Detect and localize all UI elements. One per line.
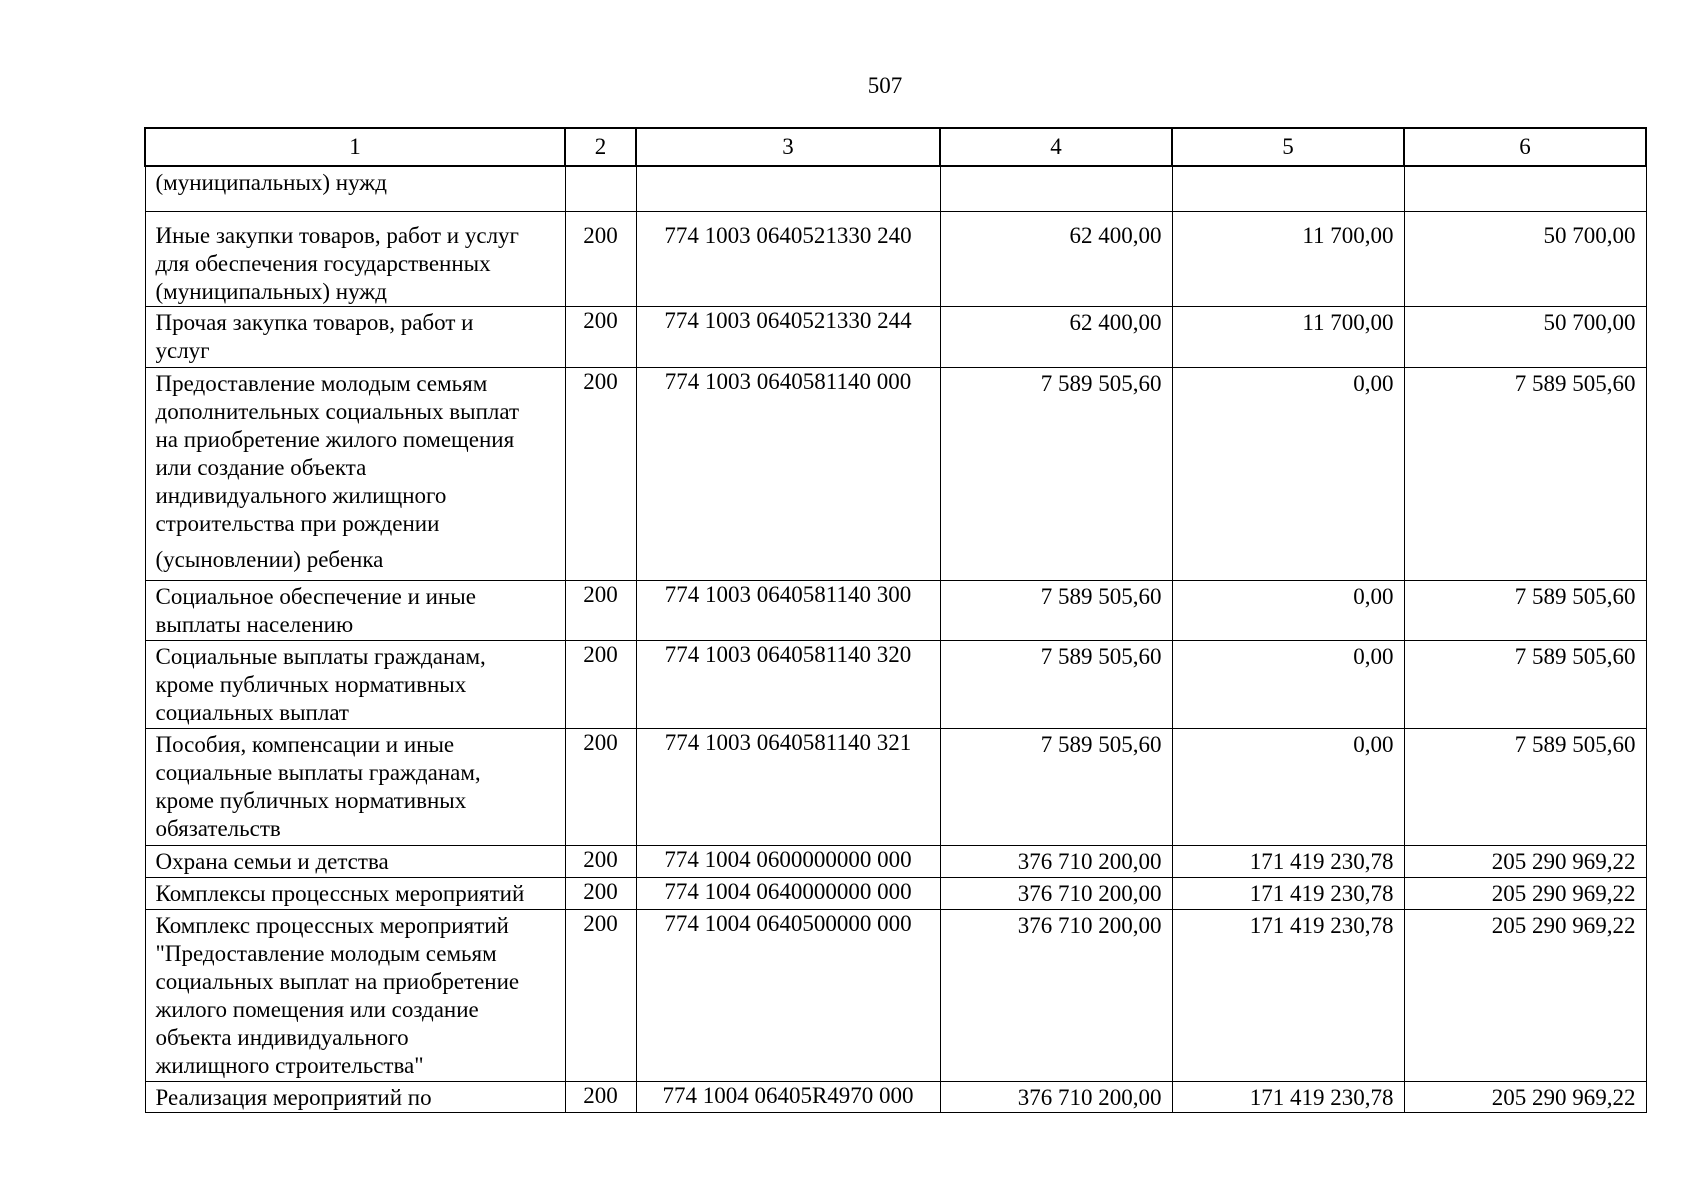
row-name-line: Предоставление молодым семьям	[155, 370, 488, 396]
classification-code-cell: 774 1003 0640521330 240	[636, 211, 940, 306]
row-name-line: обязательств	[155, 815, 281, 841]
code-cell	[565, 166, 636, 211]
row-name-line: Социальное обеспечение и иные	[155, 583, 476, 609]
code-cell: 200	[565, 909, 636, 1081]
code-cell: 200	[565, 877, 636, 909]
row-name-line: (усыновлении) ребенка	[155, 546, 384, 572]
amount-col4-cell: 62 400,00	[940, 211, 1172, 306]
classification-code-cell: 774 1003 0640581140 321	[636, 728, 940, 845]
classification-code-cell: 774 1003 0640521330 244	[636, 306, 940, 367]
row-name-line: (муниципальных) нужд	[155, 170, 387, 195]
amount-col5-cell	[1172, 166, 1404, 211]
classification-code-cell: 774 1003 0640581140 000	[636, 367, 940, 580]
row-name-line: строительства при рождении	[155, 510, 440, 536]
code-cell: 200	[565, 211, 636, 306]
row-name-line: жилищного строительства"	[155, 1052, 424, 1078]
table-row	[145, 580, 1646, 640]
amount-col5-cell: 11 700,00	[1172, 211, 1404, 306]
column-header-3: 3	[636, 128, 940, 166]
row-name-line: "Предоставление молодым семьям	[155, 940, 497, 966]
row-name-line: социальных выплат на приобретение	[155, 968, 520, 994]
amount-col5-cell: 0,00	[1172, 580, 1404, 640]
code-cell: 200	[565, 580, 636, 640]
row-name-line: объекта индивидуального	[155, 1024, 409, 1050]
amount-col5-cell: 171 419 230,78	[1172, 909, 1404, 1081]
amount-col4-cell	[940, 166, 1172, 211]
row-name-cell	[145, 845, 565, 877]
row-name-cell	[145, 580, 565, 640]
amount-col4-cell: 7 589 505,60	[940, 728, 1172, 845]
table-row	[145, 211, 1646, 306]
row-name-line: на приобретение жилого помещения	[155, 426, 515, 452]
classification-code-cell	[636, 166, 940, 211]
classification-code-cell: 774 1004 0640000000 000	[636, 877, 940, 909]
row-name-cell	[145, 306, 565, 367]
table-row	[145, 845, 1646, 877]
page-number: 507	[867, 73, 903, 98]
code-cell: 200	[565, 367, 636, 580]
amount-col4-cell: 376 710 200,00	[940, 1081, 1172, 1112]
table-row	[145, 1081, 1646, 1112]
amount-col4-cell: 7 589 505,60	[940, 367, 1172, 580]
column-header-5: 5	[1172, 128, 1404, 166]
code-cell: 200	[565, 1081, 636, 1112]
row-name-line: услуг	[155, 337, 210, 363]
amount-col6-cell: 205 290 969,22	[1404, 909, 1646, 1081]
column-header-2: 2	[565, 128, 636, 166]
amount-col5-cell: 0,00	[1172, 728, 1404, 845]
amount-col6-cell: 50 700,00	[1404, 211, 1646, 306]
amount-col6-cell: 205 290 969,22	[1404, 845, 1646, 877]
row-name-line: Комплекс процессных мероприятий	[155, 912, 509, 938]
column-header-4: 4	[940, 128, 1172, 166]
classification-code-cell: 774 1003 0640581140 300	[636, 580, 940, 640]
row-name-line: выплаты населению	[155, 611, 354, 637]
classification-code-cell: 774 1004 0600000000 000	[636, 845, 940, 877]
row-name-line: индивидуального жилищного	[155, 482, 447, 508]
row-name-line: Комплексы процессных мероприятий	[155, 880, 525, 906]
row-name-line: Пособия, компенсации и иные	[155, 731, 455, 757]
amount-col6-cell: 7 589 505,60	[1404, 728, 1646, 845]
row-name-line: Охрана семьи и детства	[155, 848, 389, 874]
row-name-cell	[145, 166, 565, 211]
row-name-line: Прочая закупка товаров, работ и	[155, 309, 474, 335]
row-name-line: (муниципальных) нужд	[155, 278, 387, 304]
column-header-6: 6	[1404, 128, 1646, 166]
amount-col6-cell	[1404, 166, 1646, 211]
row-name-cell	[145, 1081, 565, 1112]
table-row	[145, 728, 1646, 845]
table-header-row	[145, 128, 1646, 166]
amount-col5-cell: 171 419 230,78	[1172, 845, 1404, 877]
amount-col6-cell: 7 589 505,60	[1404, 580, 1646, 640]
amount-col5-cell: 11 700,00	[1172, 306, 1404, 367]
code-cell: 200	[565, 640, 636, 728]
row-name-line: кроме публичных нормативных	[155, 671, 467, 697]
code-cell: 200	[565, 728, 636, 845]
amount-col4-cell: 62 400,00	[940, 306, 1172, 367]
classification-code-cell: 774 1004 0640500000 000	[636, 909, 940, 1081]
budget-table	[144, 127, 1647, 1113]
classification-code-cell: 774 1003 0640581140 320	[636, 640, 940, 728]
column-header-1: 1	[145, 128, 565, 166]
row-name-line: жилого помещения или создание	[155, 996, 479, 1022]
amount-col5-cell: 0,00	[1172, 640, 1404, 728]
table-row	[145, 909, 1646, 1081]
amount-col6-cell: 205 290 969,22	[1404, 877, 1646, 909]
row-name-line: для обеспечения государственных	[155, 250, 491, 276]
row-name-cell	[145, 367, 565, 580]
table-row	[145, 166, 1646, 211]
row-name-line: социальных выплат	[155, 699, 349, 725]
row-name-line: кроме публичных нормативных	[155, 787, 467, 813]
amount-col4-cell: 376 710 200,00	[940, 909, 1172, 1081]
amount-col6-cell: 205 290 969,22	[1404, 1081, 1646, 1112]
amount-col5-cell: 171 419 230,78	[1172, 877, 1404, 909]
row-name-cell	[145, 211, 565, 306]
row-name-cell	[145, 640, 565, 728]
table-row	[145, 367, 1646, 580]
row-name-line: дополнительных социальных выплат	[155, 398, 520, 424]
amount-col6-cell: 7 589 505,60	[1404, 367, 1646, 580]
amount-col4-cell: 7 589 505,60	[940, 580, 1172, 640]
row-name-line: Реализация мероприятий по	[155, 1084, 432, 1110]
code-cell: 200	[565, 845, 636, 877]
row-name-cell	[145, 909, 565, 1081]
amount-col4-cell: 376 710 200,00	[940, 845, 1172, 877]
classification-code-cell: 774 1004 06405R4970 000	[636, 1081, 940, 1112]
code-cell: 200	[565, 306, 636, 367]
amount-col5-cell: 0,00	[1172, 367, 1404, 580]
row-name-line: или создание объекта	[155, 454, 367, 480]
amount-col4-cell: 376 710 200,00	[940, 877, 1172, 909]
row-name-cell	[145, 877, 565, 909]
row-name-line: Иные закупки товаров, работ и услуг	[155, 222, 519, 248]
amount-col6-cell: 50 700,00	[1404, 306, 1646, 367]
amount-col4-cell: 7 589 505,60	[940, 640, 1172, 728]
table-row	[145, 640, 1646, 728]
table-row	[145, 306, 1646, 367]
table-row	[145, 877, 1646, 909]
row-name-line: Социальные выплаты гражданам,	[155, 643, 486, 669]
row-name-line: социальные выплаты гражданам,	[155, 759, 481, 785]
amount-col5-cell: 171 419 230,78	[1172, 1081, 1404, 1112]
row-name-cell	[145, 728, 565, 845]
amount-col6-cell: 7 589 505,60	[1404, 640, 1646, 728]
